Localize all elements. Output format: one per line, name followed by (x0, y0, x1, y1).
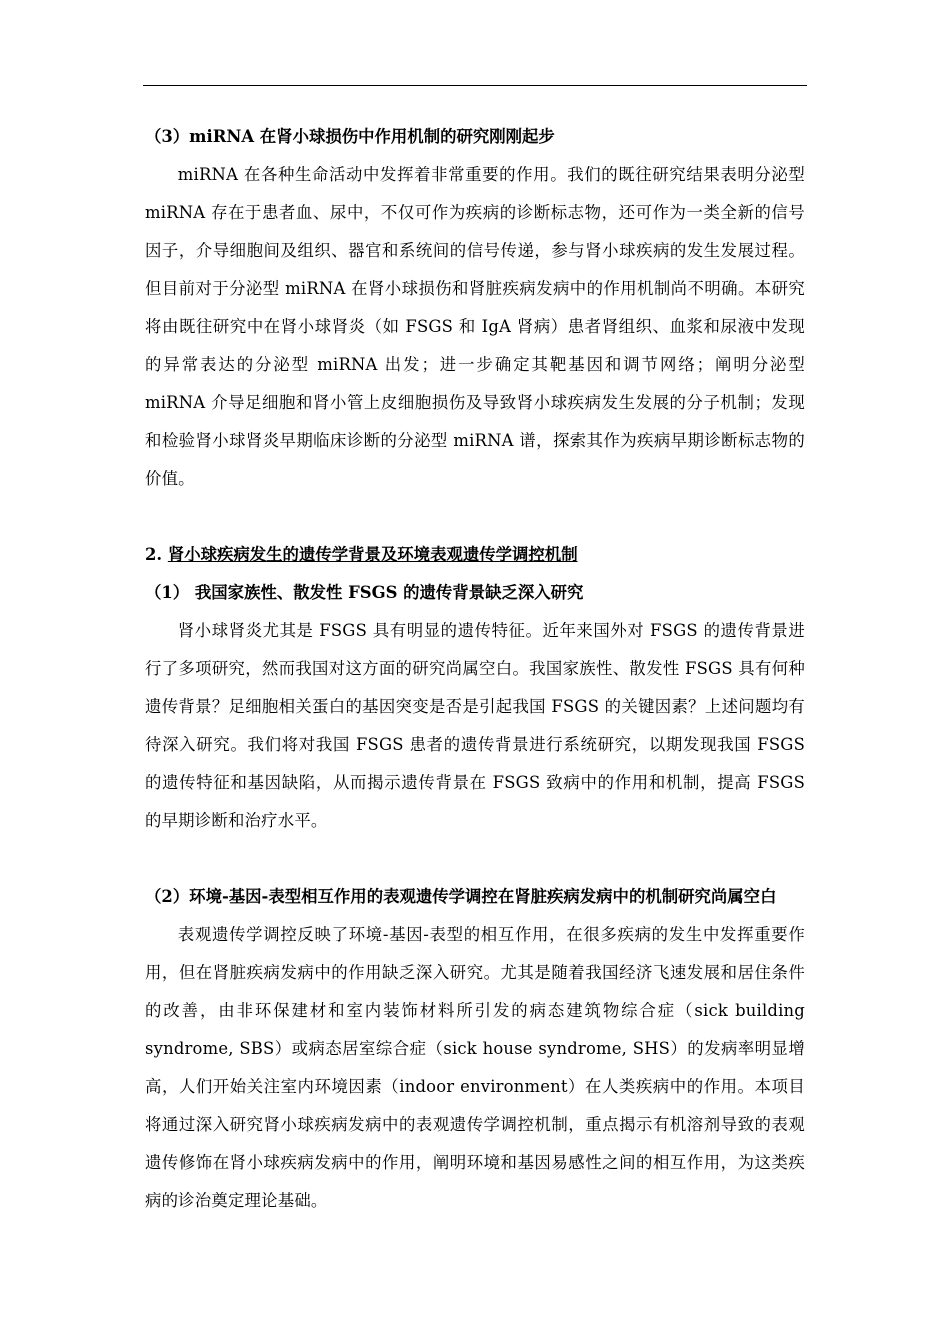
spacer (145, 840, 805, 878)
section-paragraph-2-1: 肾小球肾炎尤其是 FSGS 具有明显的遗传特征。近年来国外对 FSGS 的遗传背景进行了多项研究，然而我国对这方面的研究尚属空白。我国家族性、散发性 FSGS 具有何种遗传背景？足细胞相关蛋白的基因突变是否是引起我国 FSGS 的关键因素？上述问题均有待深入研究。我们将对我国 FSGS 患者的遗传背景进行系统研究，以期发现我国 FSGS 的遗传特征和基因缺陷，从而揭示遗传背景在 FSGS 致病中的作用和机制，提高 FSGS 的早期诊断和治疗水平。 (145, 621, 805, 830)
header-rule (143, 85, 807, 86)
part-2-title-text: 肾小球疾病发生的遗传学背景及环境表观遗传学调控机制 (167, 545, 578, 564)
part-2-number: 2. (145, 545, 168, 564)
spacer (145, 498, 805, 536)
section-paragraph-3: miRNA 在各种生命活动中发挥着非常重要的作用。我们的既往研究结果表明分泌型 miRNA 存在于患者血、尿中，不仅可作为疾病的诊断标志物，还可作为一类全新的信号因子，介导细胞间及组织、器官和系统间的信号传递，参与肾小球疾病的发生发展过程。但目前对于分泌型 miRNA 在肾小球损伤和肾脏疾病发病中的作用机制尚不明确。本研究将由既往研究中在肾小球肾炎（如 FSGS 和 IgA 肾病）患者肾组织、血浆和尿液中发现的异常表达的分泌型 miRNA 出发；进一步确定其靶基因和调节网络；阐明分泌型 miRNA 介导足细胞和肾小管上皮细胞损伤及导致肾小球疾病发生发展的分子机制；发现和检验肾小球肾炎早期临床诊断的分泌型 miRNA 谱，探索其作为疾病早期诊断标志物的价值。 (145, 165, 805, 488)
section-paragraph-2-2: 表观遗传学调控反映了环境-基因-表型的相互作用，在很多疾病的发生中发挥重要作用，但在肾脏疾病发病中的作用缺乏深入研究。尤其是随着我国经济飞速发展和居住条件的改善，由非环保建材和室内装饰材料所引发的病态建筑物综合症（sick building syndrome, SBS）或病态居室综合症（sick house syndrome, SHS）的发病率明显增高，人们开始关注室内环境因素（indoor environment）在人类疾病中的作用。本项目将通过深入研究肾小球疾病发病中的表观遗传学调控机制，重点揭示有机溶剂导致的表观遗传修饰在肾小球疾病发病中的作用，阐明环境和基因易感性之间的相互作用，为这类疾病的诊治奠定理论基础。 (145, 925, 805, 1210)
document-body (145, 118, 805, 1220)
section-heading-3: （3）miRNA 在肾小球损伤中作用机制的研究刚刚起步 (145, 127, 555, 146)
part-2-title (145, 536, 805, 574)
section-heading-2-1: （1） 我国家族性、散发性 FSGS 的遗传背景缺乏深入研究 (145, 583, 584, 602)
section-heading-2-2: （2）环境-基因-表型相互作用的表观遗传学调控在肾脏疾病发病中的机制研究尚属空白 (145, 887, 777, 906)
